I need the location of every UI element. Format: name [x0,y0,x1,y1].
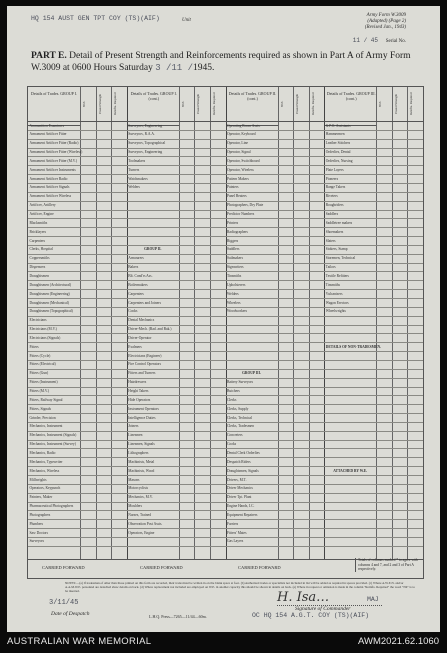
trade-row-label: Mechanics, Instrument (Signals) [29,433,77,438]
trade-row-label: Driver-Mech. (Rad. and Bak.) [128,327,172,332]
row-rule [28,316,423,317]
trade-column-header: Details of Trades. GROUP III. (cont.) [324,87,377,126]
trade-row-label: Fitters (Instrument) [29,380,58,385]
row-rule [28,510,423,511]
trade-row-label: Tailors [325,265,336,270]
trade-row-label: Shoemakers [325,229,344,234]
trade-row-label: Operators, Keypunch [29,486,61,491]
column-divider [111,87,112,559]
trade-row-label: Driver Mechanics [227,486,253,491]
row-rule [28,174,423,175]
row-rule [28,227,423,228]
trade-row-label: Mechanics, Wireless [29,468,60,473]
trade-row-label: Riveters [325,194,338,199]
row-rule [28,307,423,308]
row-rule [28,342,423,343]
trade-row-label: Vulcanisers [325,291,343,296]
trade-row-label: Driver Tpt. Plant [227,495,252,500]
count-column-header: Posted Strength [196,93,201,115]
trade-row-label: Fitters (Cycle) [29,353,51,358]
trade-row-label: GROUP II. [144,247,162,252]
row-rule [28,289,423,290]
column-divider [293,87,294,559]
count-column-header: Posted Strength [97,93,102,115]
row-rule [28,201,423,202]
trade-row-label: Blacksmiths [29,220,48,225]
row-rule [28,493,423,494]
trade-row-label: Farriers [227,521,239,526]
trade-row-label: Toolmakers [128,158,146,163]
trade-column-header: Details of Trades. GROUP II. (cont.) [226,87,279,126]
trade-row-label: ATTACHED BY W.E. [333,468,368,473]
trade-row-label: Fitters [29,344,39,349]
trade-row-label: Textile Refitters [325,273,349,278]
trade-row-label: Armament Artificer Fitter [29,132,67,137]
trade-row-label: Driver-Operator [128,335,152,340]
row-rule [28,457,423,458]
trade-row-label: Plumbers [29,521,44,526]
column-divider [210,87,211,559]
commander-unit-typed: OC HQ 154 A.G.T. COY (TS)(AIF) [252,612,370,619]
row-rule [28,254,423,255]
trade-row-label: Operator, Line [227,141,249,146]
trade-row-label: Armament Artificer Wireless [29,194,72,199]
despatch-date-typed: 3/11/45 [49,599,79,607]
trade-row-label: Electricians (Signals) [29,335,61,340]
trade-row-label: Lithographers [128,450,149,455]
row-rule [28,156,423,157]
trade-row-label: Drivers, M.T. [227,477,247,482]
trade-row-label: Mechanics, Typewriter [29,459,63,464]
trade-row-label: Boilermakers [128,282,148,287]
trade-row-label: Leather Stitchers [325,141,351,146]
trade-row-label: Sailmakers [227,256,243,261]
trade-row-label: Panel Beaters [227,194,247,199]
trade-row-label: Draughtsmen, Signals [227,468,259,473]
title-text: Detail of Present Strength and Reinforcements required as shown in Part A of Army Form W.3009 at 0600 Hours Saturday [31,51,411,73]
row-rule [28,475,423,476]
archive-caption: AUSTRALIAN WAR MEMORIAL [7,636,152,647]
trade-row-label: Armourers [128,256,144,261]
trade-row-label: Saw Doctors [29,530,48,535]
serial-label: Serial No. [385,39,406,44]
trade-row-label: Equipment Repairers [227,512,258,517]
trade-row-label: Turners [128,167,140,172]
trade-row-label: Cooks [128,309,138,314]
trade-row-label: Photographers [29,512,51,517]
trade-row-label: Armament Artificer Fitter (Radio) [29,141,79,146]
trade-row-label: Operator, Wireless [227,167,254,172]
header-rule [28,121,423,122]
column-divider [309,87,310,559]
trade-row-label: Clerks, Tradesmen [227,424,254,429]
printer-imprint: L.H.Q. Press—7265—11/44—60m. [149,614,207,619]
row-rule [28,484,423,485]
carried-forward-label: CARRIED FORWARD [140,565,183,570]
row-rule [28,413,423,414]
trade-row-label: Electricians (Engineer) [128,353,162,358]
row-rule [28,192,423,193]
row-rule [28,280,423,281]
trade-row-label: Moulders [128,504,143,509]
trade-row-label: Pioneers [325,176,339,181]
trade-row-label: Mechanics, M.V. [128,495,153,500]
row-rule [28,387,423,388]
trade-row-label: Linesmen [128,433,143,438]
count-column-header: W.E. [82,100,86,108]
part-label: PART E. [31,51,67,61]
trade-row-label: Operators, Engine [128,530,155,535]
trade-row-label: Hairdressers [128,380,147,385]
trade-row-label: Pharmaceutical Photographers [29,504,74,509]
trade-row-label: Operator, Signal [227,150,251,155]
trade-row-label: Watchmakers [128,176,148,181]
trade-row-label: Surveyors, Topographical [128,141,166,146]
count-column-header: W.E. [378,100,383,108]
row-rule [28,298,423,299]
trade-row-label: Mechanics, Instrument (Survey) [29,442,76,447]
row-rule [28,183,423,184]
trade-row-label: Tinsmiths [325,282,341,287]
trade-row-label: Welders [227,291,239,296]
trade-row-label: Painters [227,185,239,190]
trade-row-label: Machinists, Wood [128,468,155,473]
column-divider [407,87,408,559]
trade-row-label: Storemen, Technical [325,256,356,261]
trade-row-label: Draughtsmen (Mechanical) [29,300,69,305]
unit-typed: HQ 154 AUST GEN TPT COY (TS)(AIF) [31,15,160,22]
signature-rank: MAJ [367,596,379,603]
archive-id: AWM2021.62.1060 [358,636,439,647]
trade-row-label: Artificer, Engine [29,212,54,216]
trade-row-label: Welders [128,185,140,190]
row-rule [28,148,423,149]
trade-row-label: Tinsmiths [227,273,242,278]
trade-row-label: Carpenters and Joiners [128,300,161,305]
strength-table [27,86,424,560]
trade-row-label: Painters, Maker [29,495,53,500]
part-title [31,50,411,74]
row-rule [28,139,423,140]
trade-row-label: Despatch Riders [227,459,251,464]
trade-row-label: Armament Artificer Radio [29,176,68,181]
trade-row-label: Fitters, Railway Signal [29,397,63,402]
trade-row-label: Hammermen [325,132,345,137]
trade-row-label: Intelligence Duties [128,415,156,420]
trade-row-label: Signwriters [227,265,244,270]
row-rule [28,395,423,396]
trade-row-label: Dispensers [29,265,46,270]
trade-row-label: Range Takers [325,185,346,190]
trade-row-label: Surveyors, R.A.A. [128,132,155,137]
row-rule [28,422,423,423]
trade-row-label: Clerks, Technical [227,415,253,420]
trade-row-label: Motorcyclists [128,486,149,491]
trade-row-label: Hide Operators [128,397,151,402]
form-ref-line: (Adapted) (Page 2) [367,19,406,24]
count-column-header: Posted Strength [295,93,300,115]
trade-column-header: Details of Trades. GROUP I. (cont.) [127,87,180,126]
trade-row-label: Electricians (M.V.) [29,327,57,332]
row-rule [28,546,423,547]
trade-row-label: G.P.O. Assistants [325,123,351,128]
row-rule [28,537,423,538]
trade-row-label: Electricians [29,318,47,323]
trade-row-label: Wheelers [227,300,241,305]
trade-row-label: Fitters and Turners [128,371,156,376]
trade-row-label: Slaters [325,238,336,243]
row-rule [28,466,423,467]
trade-row-label: Saddlers [227,247,240,252]
row-rule [28,165,423,166]
column-divider [96,87,97,559]
trade-row-label: Grinder, Precision [29,415,56,420]
trade-row-label: Clerks, Hospital [29,247,53,252]
trade-row-label: Fitters' Mates [227,530,247,535]
trade-row-label: Saddletree makers [325,220,353,225]
column-divider [392,87,393,559]
trade-row-label: Fitters (Gun) [29,371,49,376]
trade-row-label: Fitters (M.V.) [29,389,50,393]
count-column-header: Posted Strength [393,93,398,115]
trade-row-label: Fitters, Signals [29,406,52,411]
trade-row-label: Plate Layers [325,167,344,172]
row-rule [28,404,423,405]
row-rule [28,440,423,441]
row-rule [28,519,423,520]
trade-row-label: Orderlies, Nursing [325,158,353,163]
row-rule [28,351,423,352]
trade-row-label: Pattern Makers [227,176,249,181]
trade-row-label: Armament Artificer Fitter (Wireless) [29,150,83,155]
form-sheet [7,6,440,632]
trade-row-label: Fire Control Operators [128,362,161,367]
despatch-date-label: Date of Despatch [51,611,90,617]
row-rule [28,360,423,361]
form-ref-line: Army Form W.3009 [366,13,406,18]
trade-row-label: Butchers [227,389,240,393]
trade-row-label: Draughtsmen (Architectural) [29,282,72,287]
column-divider [179,87,180,559]
trade-row-label: Cooks [227,442,237,447]
count-column-header: Reinfts. Required [409,92,414,116]
trade-row-label: Linesmen, Signals [128,442,155,447]
title-end: . [212,63,215,73]
column-divider [80,87,81,559]
count-column-header: W.E. [180,100,185,108]
trade-row-label: Masons [128,477,140,482]
trade-row-label: Armament Artificer Signals [29,185,70,190]
trade-row-label: Operator, Keyboard [227,132,256,137]
trade-row-label: Carpenters [128,291,144,296]
row-rule [28,448,423,449]
column-divider [194,87,195,559]
trade-row-label: Height Takers [128,389,149,393]
form-reference [365,13,406,31]
row-rule [28,369,423,370]
trade-row-label: Blt. Cond'rs Ass. [128,273,153,278]
form-ref-line: (Revised Jan., 1943) [364,25,406,30]
trade-row-label: Dental Clerk Orderlies [227,450,260,455]
trade-row-label: Dental Mechanics [128,318,155,323]
trade-row-label: Instrument Operators [128,406,159,411]
trade-row-label: Printers [227,220,239,225]
group-divider [324,87,325,559]
trade-row-label: Clerks, Supply [227,406,249,411]
row-rule [28,333,423,334]
trade-row-label: Woodworkers [227,309,248,314]
serial-typed: 11 / 45 [352,37,378,44]
trade-row-label: Surveyors, Engineering [128,150,163,155]
row-rule [28,528,423,529]
count-column-header: Reinfts. Required [310,92,315,116]
trade-row-label: Machinists, Metal [128,459,155,464]
count-column-header: Reinfts. Required [113,92,118,116]
trade-row-label: Clerks [227,397,237,402]
carried-forward-label: CARRIED FORWARD [238,565,281,570]
row-rule [28,218,423,219]
row-rule [28,271,423,272]
count-column-header: W.E. [279,100,284,108]
trade-row-label: Draughtsmen [29,273,49,278]
row-rule [28,130,423,131]
row-rule [28,502,423,503]
trade-row-label: Observation Post Assts. [128,521,163,526]
trade-column-header: Details of Trades. GROUP I. [28,87,80,126]
trade-row-label: Ammunition Examiners [29,123,65,128]
trade-row-label: Upholsterers [227,282,246,287]
trade-row-label: Surveyors, Engineering [128,123,163,128]
table-footer [27,558,424,579]
trade-row-label: Wheelwrights [325,309,346,314]
form-notes: NOTES:—(a) If tradesmen of other than those printed on this form are recorded, their trade must be written in on the blank space at foot. (b) Authorized trades or specialists not included in list will be added as required in spaces provided. (c) Where A.W.E.N. and/or A.A.M.W.E. personnel are detached show details on back. (d) Where replacement not included are employed on W.E. in another capacity this should be shown in details on back. (e) Where in request or omission is made in the column "Reinfts. Required" the word "Nil" is to be inserted. [65,581,415,594]
trade-row-label: Draughtsmen (Engineering) [29,291,70,296]
trade-row-label: Joiners [128,424,139,429]
trade-row-label: DETAILS OF NON-TRADESMEN. [325,344,381,349]
trade-row-label: Roughriders [325,203,344,208]
date-typed: 3 /11 / [155,63,194,73]
signature-label: Signature of Commander [295,606,351,612]
trade-row-label: Operator, Switchboard [227,158,260,163]
trade-row-label: Nurses, Trained [128,512,152,517]
commander-signature: H. Isa… [277,590,330,605]
trade-row-label: Stokers, Stamp [325,247,348,252]
trade-row-label: Photographers, Dry Plate [227,203,264,208]
trade-row-label: Battery Surveyors [227,380,254,385]
row-rule [28,431,423,432]
trade-row-label: Evalmers [128,344,142,349]
trade-row-label: Operating Room Assts. [227,123,261,128]
trade-row-label: Saddlers [325,212,339,216]
trade-row-label: Millwrights [29,477,47,482]
trade-row-label: Gas Layers [227,539,244,544]
trade-row-label: Mechanics, Instrument [29,424,63,429]
trade-row-label: Mechanics, Radio [29,450,56,455]
trade-row-label: Coppersmiths [29,256,50,261]
trade-row-label: Wagon Erectors [325,300,349,305]
trade-row-label: Artificer, Artillery [29,203,56,208]
trade-row-label: Fitters (Electrical) [29,362,56,367]
trade-row-label: Draughtsmen (Topographical) [29,309,73,314]
trade-row-label: Engine Hands, I.C. [227,504,255,509]
count-column-header: Reinfts. Required [211,92,216,116]
trade-row-label: Carpenters [29,238,46,243]
title-year: 1945 [193,63,213,73]
trade-row-label: Bakers [128,265,139,270]
trade-row-label: GROUP III. [242,371,261,376]
unit-label: Unit [182,18,191,23]
row-rule [28,325,423,326]
row-rule [28,210,423,211]
trade-row-label: Radiographers [227,229,248,234]
trade-row-label: Bricklayers [29,229,47,234]
row-rule [28,378,423,379]
carried-forward-label: CARRIED FORWARD [42,565,85,570]
trade-row-label: Orderlies, Dental [325,150,351,155]
row-rule [28,236,423,237]
row-rule [28,245,423,246]
trade-row-label: Armament Artificer Instruments [29,167,76,172]
column-divider [376,87,377,559]
trade-row-label: Predictor Numbers [227,212,255,216]
column-divider [278,87,279,559]
trade-row-label: Surveyors [29,539,45,544]
trade-row-label: Armament Artificer Fitter (M.V.) [29,158,78,163]
trade-row-label: Concreters [227,433,243,438]
trade-row-label: Riggers [227,238,239,243]
row-rule [28,263,423,264]
totals-note: Totals of columns marked * to agree with columns 4 and 7, and 2 and 3 of Part A respectively. [355,558,424,572]
